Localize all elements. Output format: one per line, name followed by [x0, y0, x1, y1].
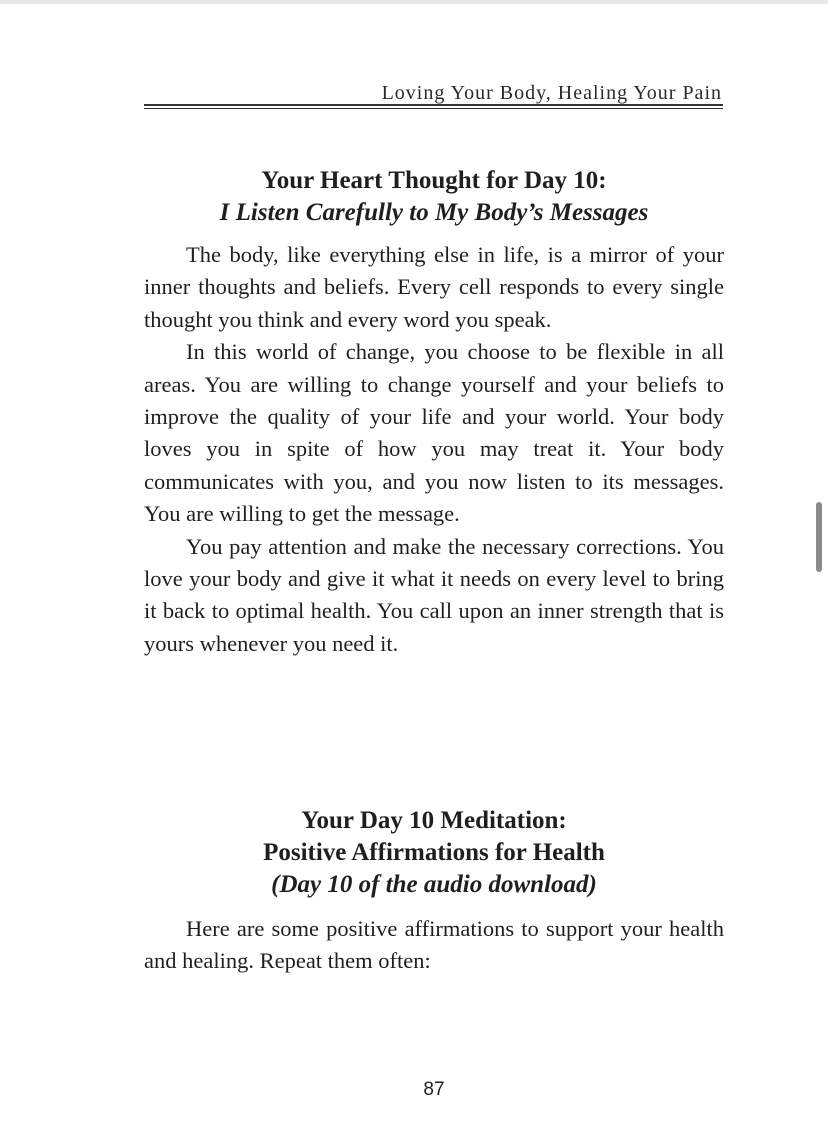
- section2-paragraph-1: Here are some positive affirmations to support your health and healing. Repeat them often:: [144, 916, 724, 974]
- section1-paragraph-3: You pay attention and make the necessary corrections. You love your body and give it what it needs on every level to bring it back to optimal health. You call upon an inner strength that is yours whenever you need it.: [144, 533, 724, 656]
- top-edge-strip: [0, 0, 828, 4]
- section2-heading-title: Your Day 10 Meditation:: [301, 807, 567, 834]
- section1-heading: [144, 165, 724, 229]
- header-rule-thin: [144, 108, 723, 109]
- section1-heading-subtitle: I Listen Carefully to My Body’s Messages: [219, 199, 649, 226]
- section2-body: [144, 913, 724, 978]
- section1-paragraph-2: In this world of change, you choose to be flexible in all areas. You are willing to change yourself and your beliefs to improve the quality of your life and your world. Your body loves you in spite of how you may treat it. Your body communicates with you, and you now listen to its messages. You are willing to get the message.: [144, 339, 724, 527]
- section1-body: [144, 239, 724, 660]
- running-header: Loving Your Body, Healing Your Pain: [381, 82, 722, 104]
- section1-paragraph-1: The body, like everything else in life, is a mirror of your inner thoughts and beliefs. Every cell responds to every single thought you think and every word you speak.: [144, 242, 724, 332]
- page-number: 87: [423, 1079, 445, 1100]
- header-rule-thick: [144, 104, 723, 106]
- section1-heading-title: Your Heart Thought for Day 10:: [261, 167, 607, 194]
- section2-heading-note: (Day 10 of the audio download): [271, 871, 597, 898]
- section2-heading-subtitle: Positive Affirmations for Health: [263, 839, 605, 866]
- section2-heading: [144, 805, 724, 901]
- scrollbar-thumb[interactable]: [816, 502, 822, 572]
